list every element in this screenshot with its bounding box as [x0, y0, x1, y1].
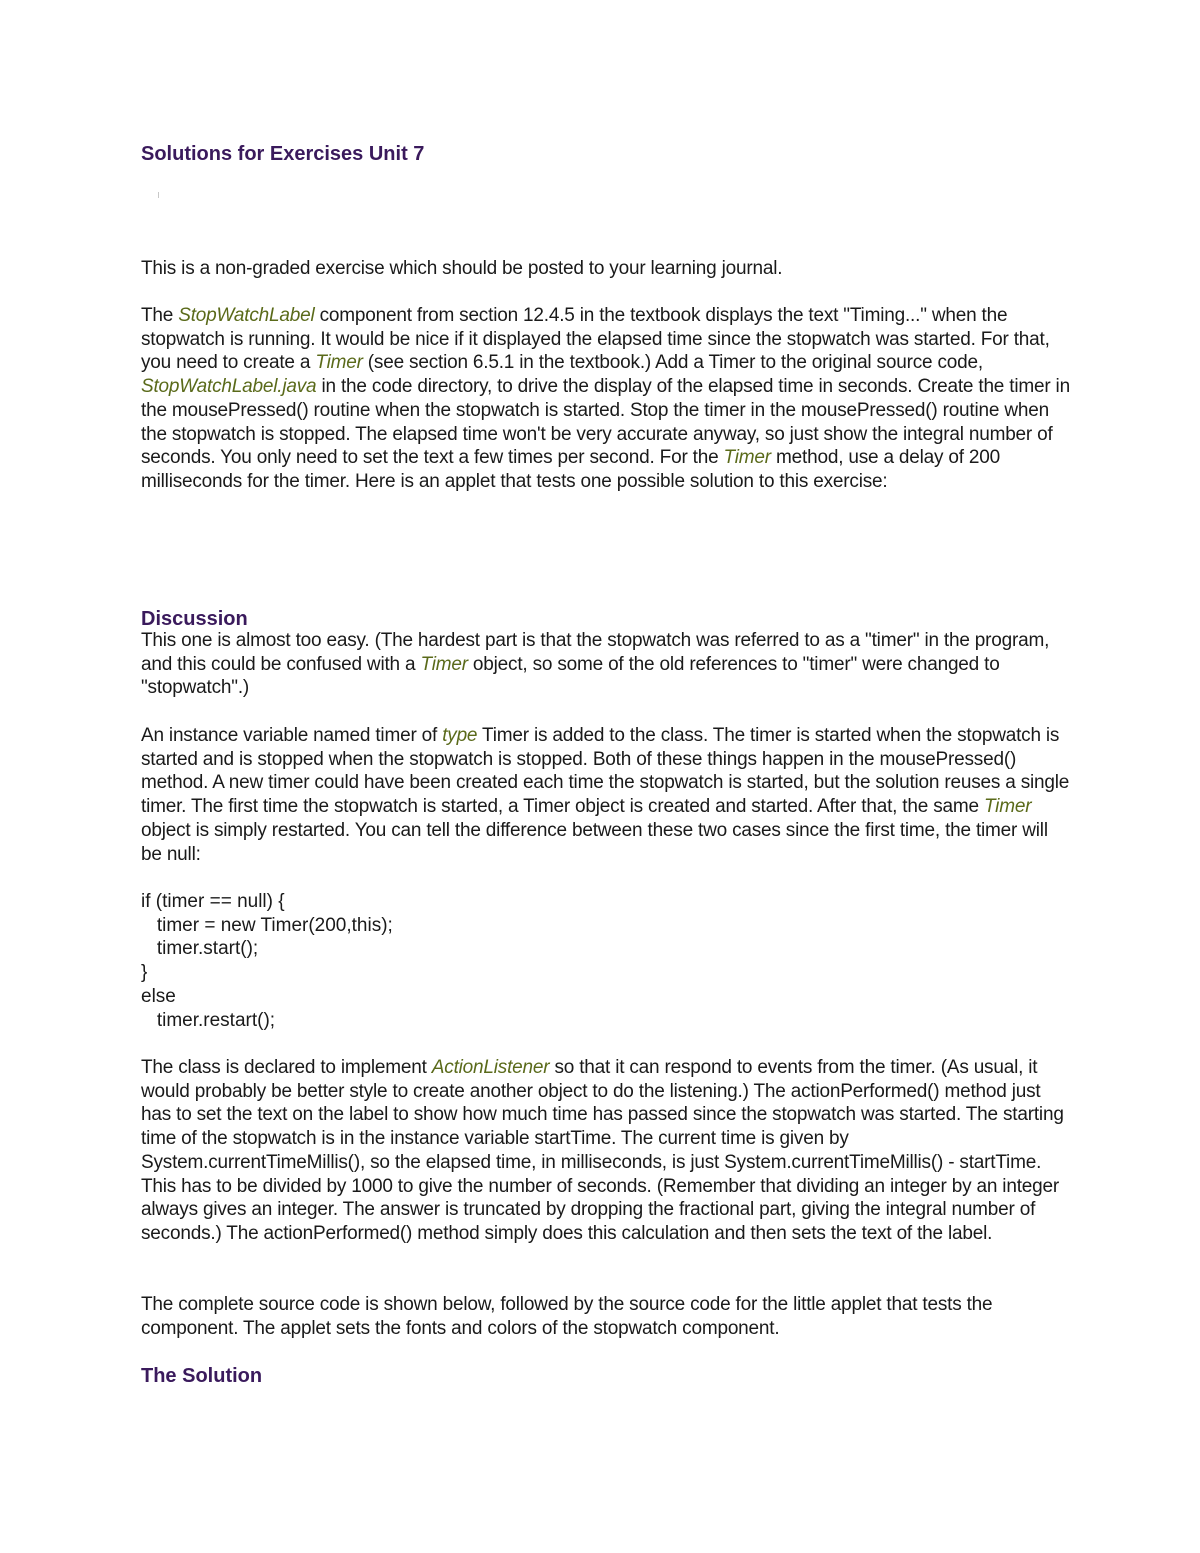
intro-paragraph: This is a non-graded exercise which should be posted to your learning journal.: [141, 258, 783, 279]
divider-mark: [158, 192, 159, 198]
discussion-paragraph-3: [141, 1056, 1071, 1246]
code-line: if (timer == null) {: [141, 891, 285, 912]
text-run: The class is declared to implement: [141, 1057, 432, 1078]
class-name-link[interactable]: Timer: [723, 447, 771, 469]
document-page: [141, 141, 1071, 1387]
file-name-link[interactable]: StopWatchLabel.java: [141, 376, 317, 398]
code-line: timer.start();: [141, 938, 259, 960]
text-run: The: [141, 305, 179, 326]
discussion-paragraph-2: [141, 724, 1071, 866]
text-run: in the code directory, to drive the display of the elapsed time in seconds. Create the timer in the mousePressed() routine when the stopwatch is started. Stop the timer in the mousePressed() routine when the stopwatch is stopped. The elapsed time won't be very accurate anyway, so just show the integral number of seconds. You only need to set the text a few times per second. For the: [141, 376, 1070, 469]
discussion-paragraph-4: The complete source code is shown below, followed by the source code for the little applet that tests the component. The applet sets the fonts and colors of the stopwatch component.: [141, 1294, 993, 1339]
interface-name-link[interactable]: ActionListener: [431, 1057, 550, 1078]
text-run: component from section 12.4.5 in the textbook displays the text "Timing..." when the stopwatch is running. It would be nice if it displayed the elapsed time since the stopwatch was started. For that, you need to create a: [141, 305, 1050, 374]
code-line: }: [141, 962, 148, 984]
class-name-link[interactable]: Timer: [315, 352, 363, 374]
class-name-link[interactable]: Timer: [983, 796, 1032, 818]
text-run: (see section 6.5.1 in the textbook.) Add a Timer to the original source code,: [362, 352, 983, 374]
discussion-heading: Discussion: [141, 608, 248, 630]
text-run: method, use a delay of 200 milliseconds for the timer. Here is an applet that tests one possible solution to this exercise:: [141, 447, 1001, 492]
code-line: timer.restart();: [141, 1009, 276, 1031]
text-run: An instance variable named timer of: [141, 725, 443, 746]
text-run: This one is almost too easy. (The hardest part is that the stopwatch was referred to as a "timer" in the program, and this could be confused with a: [141, 630, 1050, 675]
class-name-link[interactable]: Timer: [420, 653, 468, 675]
code-line: else: [141, 985, 176, 1007]
solution-heading: The Solution: [141, 1365, 263, 1387]
class-name-link[interactable]: StopWatchLabel: [178, 305, 315, 326]
text-run: Timer is added to the class. The timer is started when the stopwatch is started and is stopped when the stopwatch is stopped. Both of these things happen in the mousePressed() method. A new timer could have been created each time the stopwatch is started, but the solution reuses a single timer. The first time the stopwatch is started, a Timer object is created and started. After that, the same: [141, 725, 1070, 818]
code-snippet: [141, 890, 393, 1032]
text-run: so that it can respond to events from the timer. (As usual, it would probably be better style to create another object to do the listening.) The actionPerformed() method just has to set the text on the label to show how much time has passed since the stopwatch was started. The starting time of the stopwatch is in the instance variable startTime. The current time is given by System.currentTimeMillis(), so the elapsed time, in milliseconds, is just System.currentTimeMillis() - startTime. This has to be divided by 1000 to give the number of seconds. (Remember that dividing an integer by an integer always gives an integer. The answer is truncated by dropping the fractional part, giving the integral number of seconds.) The actionPerformed() method simply does this calculation and then sets the text of the label.: [141, 1057, 1064, 1244]
page-title: Solutions for Exercises Unit 7: [141, 143, 425, 165]
text-run: object is simply restarted. You can tell the difference between these two cases since the first time, the timer will be null:: [141, 819, 1048, 865]
discussion-paragraph-1: [141, 629, 1071, 700]
exercise-paragraph: [141, 304, 1071, 494]
code-line: timer = new Timer(200,this);: [141, 914, 393, 936]
term-link[interactable]: type: [442, 725, 478, 746]
text-run: object, so some of the old references to "timer" were changed to "stopwatch".): [141, 653, 1000, 699]
